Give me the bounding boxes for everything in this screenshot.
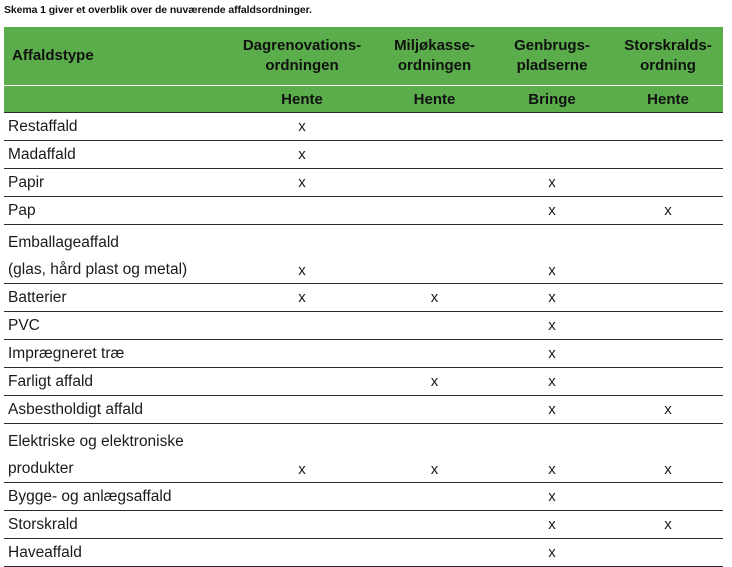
waste-schemes-table [4, 27, 723, 567]
scheme-mark: x [491, 424, 613, 483]
scheme-mark [378, 539, 491, 567]
scheme-mark [613, 340, 723, 368]
row-label [4, 225, 226, 284]
table-row [4, 340, 723, 368]
method-blank [4, 86, 226, 113]
row-label: PVC [4, 312, 226, 340]
header-line: pladserne [516, 57, 588, 74]
scheme-mark: x [226, 141, 378, 169]
scheme-mark [226, 340, 378, 368]
header-line: Storskralds- [624, 37, 712, 54]
header-genbrugspladser [491, 27, 613, 86]
scheme-mark: x [378, 424, 491, 483]
scheme-mark: x [491, 169, 613, 197]
scheme-mark [491, 141, 613, 169]
scheme-mark [226, 511, 378, 539]
scheme-mark: x [491, 312, 613, 340]
scheme-mark [613, 312, 723, 340]
header-line: ordningen [265, 57, 339, 74]
header-dagrenovation [226, 27, 378, 86]
scheme-mark: x [226, 424, 378, 483]
row-label [4, 424, 226, 483]
scheme-mark: x [491, 511, 613, 539]
scheme-mark: x [226, 284, 378, 312]
scheme-mark: x [613, 424, 723, 483]
scheme-mark: x [491, 368, 613, 396]
row-label: Pap [4, 197, 226, 225]
row-label-line: Elektriske og elektroniske [8, 433, 184, 450]
row-label: Asbestholdigt affald [4, 396, 226, 424]
table-row [4, 483, 723, 511]
row-label-line: produkter [8, 460, 74, 477]
scheme-mark: x [226, 113, 378, 141]
row-label: Madaffald [4, 141, 226, 169]
header-line: Genbrugs- [514, 37, 590, 54]
scheme-mark: x [613, 396, 723, 424]
scheme-mark: x [491, 539, 613, 567]
scheme-mark: x [491, 483, 613, 511]
row-label-line: Emballageaffald [8, 234, 119, 251]
scheme-mark [226, 197, 378, 225]
scheme-mark [613, 483, 723, 511]
row-label: Farligt affald [4, 368, 226, 396]
row-label: Restaffald [4, 113, 226, 141]
scheme-mark [378, 169, 491, 197]
scheme-mark [613, 368, 723, 396]
scheme-mark [378, 511, 491, 539]
scheme-mark: x [226, 225, 378, 284]
scheme-mark [378, 225, 491, 284]
table-row [4, 312, 723, 340]
scheme-mark [378, 340, 491, 368]
scheme-mark [226, 312, 378, 340]
table-row [4, 284, 723, 312]
scheme-mark: x [491, 340, 613, 368]
header-storskrald [613, 27, 723, 86]
method-miljoekasse: Hente [378, 86, 491, 113]
scheme-mark: x [491, 225, 613, 284]
row-label: Batterier [4, 284, 226, 312]
scheme-mark [378, 141, 491, 169]
table-body [4, 113, 723, 567]
scheme-mark [226, 483, 378, 511]
scheme-mark [378, 483, 491, 511]
scheme-mark: x [378, 368, 491, 396]
header-line: ordningen [397, 57, 472, 74]
scheme-mark [378, 113, 491, 141]
table-row [4, 197, 723, 225]
row-label: Storskrald [4, 511, 226, 539]
method-genbrugspladser: Bringe [491, 86, 613, 113]
scheme-mark [226, 368, 378, 396]
method-storskrald: Hente [613, 86, 723, 113]
header-waste-type: Affaldstype [4, 27, 226, 86]
scheme-mark [491, 113, 613, 141]
row-label: Imprægneret træ [4, 340, 226, 368]
scheme-mark [613, 169, 723, 197]
table-row [4, 141, 723, 169]
table-row [4, 511, 723, 539]
scheme-mark: x [491, 396, 613, 424]
row-label: Haveaffald [4, 539, 226, 567]
header-row [4, 27, 723, 86]
header-line: ordning [640, 57, 696, 74]
header-miljoekasse [378, 27, 491, 86]
table-caption: Skema 1 giver et overblik over de nuværende affaldsordninger. [4, 4, 312, 16]
scheme-mark [613, 539, 723, 567]
table-row [4, 113, 723, 141]
table-row [4, 424, 723, 483]
scheme-mark: x [613, 511, 723, 539]
scheme-mark [378, 197, 491, 225]
scheme-mark [226, 539, 378, 567]
method-row [4, 86, 723, 113]
table-row [4, 539, 723, 567]
table-row [4, 396, 723, 424]
scheme-mark [613, 284, 723, 312]
scheme-mark: x [613, 197, 723, 225]
scheme-mark [613, 225, 723, 284]
header-line: Miljøkasse- [394, 37, 475, 54]
header-line: Dagrenovations- [242, 37, 362, 54]
scheme-mark: x [226, 169, 378, 197]
scheme-mark [613, 113, 723, 141]
scheme-mark: x [491, 197, 613, 225]
scheme-mark [226, 396, 378, 424]
scheme-mark: x [378, 284, 491, 312]
row-label-line: (glas, hård plast og metal) [8, 261, 188, 278]
row-label: Bygge- og anlægsaffald [4, 483, 226, 511]
row-label: Papir [4, 169, 226, 197]
method-dagrenovation: Hente [226, 86, 378, 113]
table-row [4, 169, 723, 197]
scheme-mark [378, 396, 491, 424]
table-row [4, 225, 723, 284]
scheme-mark [378, 312, 491, 340]
scheme-mark [613, 141, 723, 169]
scheme-mark: x [491, 284, 613, 312]
table-row [4, 368, 723, 396]
